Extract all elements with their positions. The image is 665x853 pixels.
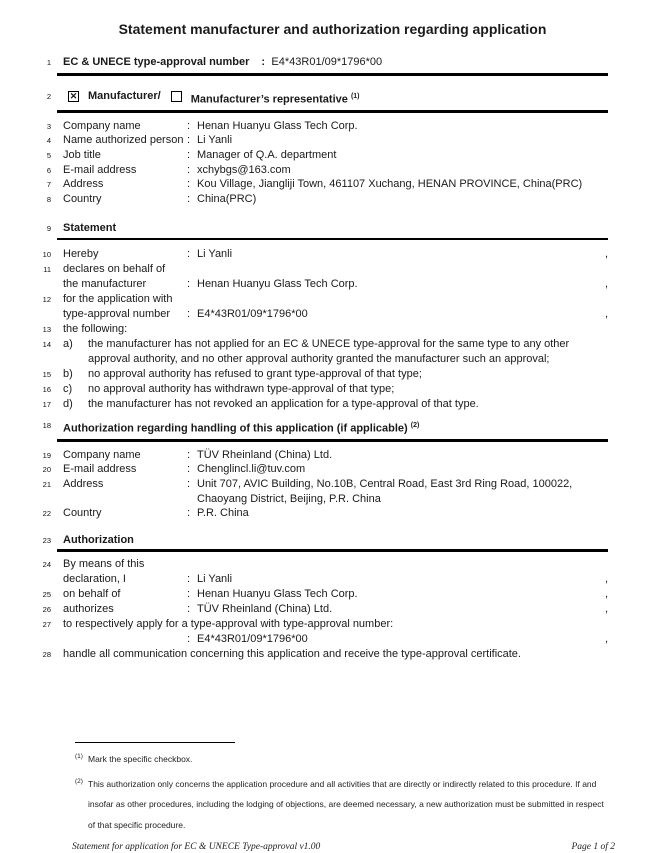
footer-document-name: Statement for application for EC & UNECE Type-approval v1.00 xyxy=(72,842,321,853)
trailing-comma: , xyxy=(604,572,608,585)
line-number: 7 xyxy=(46,180,51,190)
colon: : xyxy=(187,119,191,132)
list-marker: d) xyxy=(63,398,73,411)
field-value: E4*43R01/09*1796*00 xyxy=(197,632,308,645)
field-value: Henan Huanyu Glass Tech Corp. xyxy=(197,278,358,291)
field-value: Henan Huanyu Glass Tech Corp. xyxy=(197,587,358,600)
section-heading: Authorization regarding handling of this application (if applicable) $^{(2)}$ xyxy=(63,422,420,436)
line-number: 12 xyxy=(42,295,51,305)
footnote-ref-1: (1) xyxy=(350,92,360,100)
field-label: Address xyxy=(63,178,104,191)
line-number: 17 xyxy=(42,400,51,410)
line-number: 19 xyxy=(42,450,51,460)
field-row-approval-number xyxy=(41,55,608,70)
line-number: 8 xyxy=(46,195,51,205)
manufacturer-option-label: Manufacturer/ xyxy=(88,89,161,102)
field-label: authorizes xyxy=(63,602,114,615)
line-number: 23 xyxy=(42,536,51,546)
footnote-ref-2: (2) xyxy=(410,422,420,430)
list-marker: c) xyxy=(63,383,73,396)
authorization-row-25 xyxy=(41,587,608,602)
footnote-text: This authorization only concerns the application procedure and all activities that are directly or indirectly related to this procedure. If and insofar as other procedures, including the lodging of objections, are deemed necessary, a new authorization must be submitted in respect of that specific procedure. xyxy=(88,778,604,830)
authorization-body xyxy=(41,557,608,662)
list-marker: b) xyxy=(63,368,73,381)
field-row-email xyxy=(41,462,608,477)
line-number: 6 xyxy=(46,165,51,175)
line-number: 5 xyxy=(46,151,51,161)
colon: : xyxy=(187,308,191,321)
line-number: 2 xyxy=(46,91,51,101)
statement-heading-row xyxy=(41,221,608,236)
field-row-email xyxy=(41,163,608,178)
colon: : xyxy=(187,477,191,490)
field-row-job-title xyxy=(41,148,608,163)
field-label: Job title xyxy=(63,149,101,162)
authorization-row-26 xyxy=(41,602,608,617)
line-number: 20 xyxy=(42,465,51,475)
colon: : xyxy=(187,463,191,476)
statement-item-d xyxy=(41,397,608,412)
check-mark-icon: ✕ xyxy=(69,90,78,101)
colon: : xyxy=(187,193,191,206)
manufacturer-checkbox-checked-icon xyxy=(68,91,79,102)
field-value: Unit 707, AVIC Building, No.10B, Central Road, East 3rd Ring Road, 100022, Chaoyang District, Beijing, P.R. China xyxy=(197,477,573,505)
field-value: China(PRC) xyxy=(197,193,257,206)
field-row-company-name xyxy=(41,119,608,134)
field-label: the manufacturer xyxy=(63,278,147,291)
line-number: 21 xyxy=(42,479,51,489)
colon: : xyxy=(187,163,191,176)
field-value: Manager of Q.A. department xyxy=(197,149,337,162)
line-number: 15 xyxy=(42,370,51,380)
statement-text: to respectively apply for a type-approval with type-approval number: xyxy=(63,617,394,630)
statement-row-11 xyxy=(41,262,608,292)
statement-item-c xyxy=(41,382,608,397)
statement-text: By means of this xyxy=(63,557,145,570)
colon: : xyxy=(187,632,191,645)
authorization-row-28 xyxy=(41,647,608,662)
list-item-text: no approval authority has refused to grant type-approval of that type; xyxy=(88,368,422,381)
statement-item-a xyxy=(41,337,608,367)
line-number: 26 xyxy=(42,604,51,614)
footnote-ref: (1) xyxy=(75,752,83,760)
page-title: Statement manufacturer and authorization regarding application xyxy=(118,21,547,37)
footnote-separator xyxy=(75,742,235,743)
trailing-comma: , xyxy=(604,308,608,321)
trailing-comma: , xyxy=(604,587,608,600)
field-label: Country xyxy=(63,193,102,206)
line-number: 28 xyxy=(42,649,51,659)
colon: : xyxy=(187,248,191,261)
authorization-handling-heading-row xyxy=(41,418,608,437)
line-number: 4 xyxy=(46,136,51,146)
footer-page-number: Page 1 of 2 xyxy=(571,842,615,853)
footnote-2 xyxy=(75,774,612,836)
colon: : xyxy=(187,149,191,162)
field-label: declaration, I xyxy=(63,572,126,585)
page-footer xyxy=(72,842,615,852)
field-value: E4*43R01/09*1796*00 xyxy=(197,308,308,321)
field-row-country xyxy=(41,192,608,207)
field-label: type-approval number xyxy=(63,308,171,321)
authorization-row-24 xyxy=(41,557,608,587)
manufacturer-details xyxy=(41,119,608,207)
field-row-address xyxy=(41,177,608,192)
colon: : xyxy=(187,278,191,291)
field-row-country xyxy=(41,506,608,521)
authorization-handling-details xyxy=(41,448,608,522)
section-divider xyxy=(57,439,608,442)
line-number: 24 xyxy=(42,559,51,569)
colon: : xyxy=(187,134,191,147)
field-value: Chenglincl.li@tuv.com xyxy=(197,463,306,476)
field-value: TÜV Rheinland (China) Ltd. xyxy=(197,448,333,461)
field-value: Li Yanli xyxy=(197,134,233,147)
field-value: Li Yanli xyxy=(197,572,233,585)
section-heading: Authorization xyxy=(63,534,134,547)
approval-number-value: E4*43R01/09*1796*00 xyxy=(271,56,383,68)
field-label: E-mail address xyxy=(63,463,137,476)
section-heading: Statement xyxy=(63,221,117,234)
field-value: Kou Village, Jiangliji Town, 461107 Xuchang, HENAN PROVINCE, China(PRC) xyxy=(197,178,583,191)
section-divider xyxy=(57,238,608,241)
field-label: Address xyxy=(63,477,104,490)
document-body xyxy=(41,55,615,853)
section-divider xyxy=(57,110,608,113)
colon: : xyxy=(187,507,191,520)
colon: : xyxy=(187,587,191,600)
line-number: 1 xyxy=(46,58,51,67)
statement-row-10 xyxy=(41,247,608,262)
statement-text: handle all communication concerning this application and receive the type-approval certificate. xyxy=(63,647,521,660)
statement-item-b xyxy=(41,367,608,382)
field-label: Company name xyxy=(63,119,141,132)
section-divider xyxy=(57,73,608,76)
trailing-comma: , xyxy=(604,278,608,291)
line-number: 10 xyxy=(42,250,51,260)
applicant-type-row xyxy=(41,89,608,108)
line-number: 11 xyxy=(43,265,51,275)
field-label-empty xyxy=(63,632,187,647)
field-row-company-name xyxy=(41,448,608,463)
field-label: Name authorized person xyxy=(63,134,184,147)
authorization-heading-row xyxy=(41,533,608,548)
statement-body xyxy=(41,247,608,412)
list-item-text: the manufacturer has not revoked an application for a type-approval of that type. xyxy=(88,398,479,411)
line-number: 14 xyxy=(42,340,51,350)
statement-row-12 xyxy=(41,292,608,322)
trailing-comma: , xyxy=(604,248,608,261)
statement-text: for the application with xyxy=(63,293,173,306)
field-label: Hereby xyxy=(63,248,99,261)
field-value: xchybgs@163.com xyxy=(197,163,291,176)
field-row-authorized-person xyxy=(41,133,608,148)
field-label: E-mail address xyxy=(63,163,137,176)
representative-checkbox-unchecked-icon xyxy=(171,91,182,102)
field-value: TÜV Rheinland (China) Ltd. xyxy=(197,602,333,615)
field-label: Country xyxy=(63,507,102,520)
trailing-comma: , xyxy=(604,602,608,615)
field-value: P.R. China xyxy=(197,507,249,520)
line-number: 22 xyxy=(42,509,51,519)
line-number: 16 xyxy=(42,385,51,395)
statement-row-13 xyxy=(41,322,608,337)
trailing-comma: , xyxy=(604,632,608,645)
colon: : xyxy=(187,602,191,615)
field-value: Henan Huanyu Glass Tech Corp. xyxy=(197,119,358,132)
footnote-ref: (2) xyxy=(75,777,83,785)
list-item-text: the manufacturer has not applied for an EC & UNECE type-approval for the same type to any other approval authority, and no other approval authority granted the manufacturer such an approval; xyxy=(88,338,570,366)
section-divider xyxy=(57,549,608,552)
representative-option-label: Manufacturer’s representative $^{(1)}$ xyxy=(190,92,360,106)
authorization-row-27 xyxy=(41,617,608,647)
statement-text: declares on behalf of xyxy=(63,263,166,276)
footnote-1 xyxy=(75,753,612,765)
line-number: 3 xyxy=(46,121,51,131)
list-item-text: no approval authority has withdrawn type-approval of that type; xyxy=(88,383,395,396)
field-value: Li Yanli xyxy=(197,248,233,261)
colon: : xyxy=(187,178,191,191)
field-label: Company name xyxy=(63,448,141,461)
list-marker: a) xyxy=(63,338,73,351)
field-label: on behalf of xyxy=(63,587,121,600)
footnote-text: Mark the specific checkbox. xyxy=(88,753,193,764)
line-number: 18 xyxy=(42,421,51,431)
line-number: 25 xyxy=(42,589,51,599)
field-label: EC & UNECE type-approval number xyxy=(63,56,250,68)
line-number: 13 xyxy=(42,325,51,335)
colon: : xyxy=(261,56,266,68)
line-number: 27 xyxy=(42,619,51,629)
line-number: 9 xyxy=(46,223,51,233)
statement-text: the following: xyxy=(63,323,128,336)
colon: : xyxy=(187,572,191,585)
field-row-address xyxy=(41,477,608,506)
colon: : xyxy=(187,448,191,461)
